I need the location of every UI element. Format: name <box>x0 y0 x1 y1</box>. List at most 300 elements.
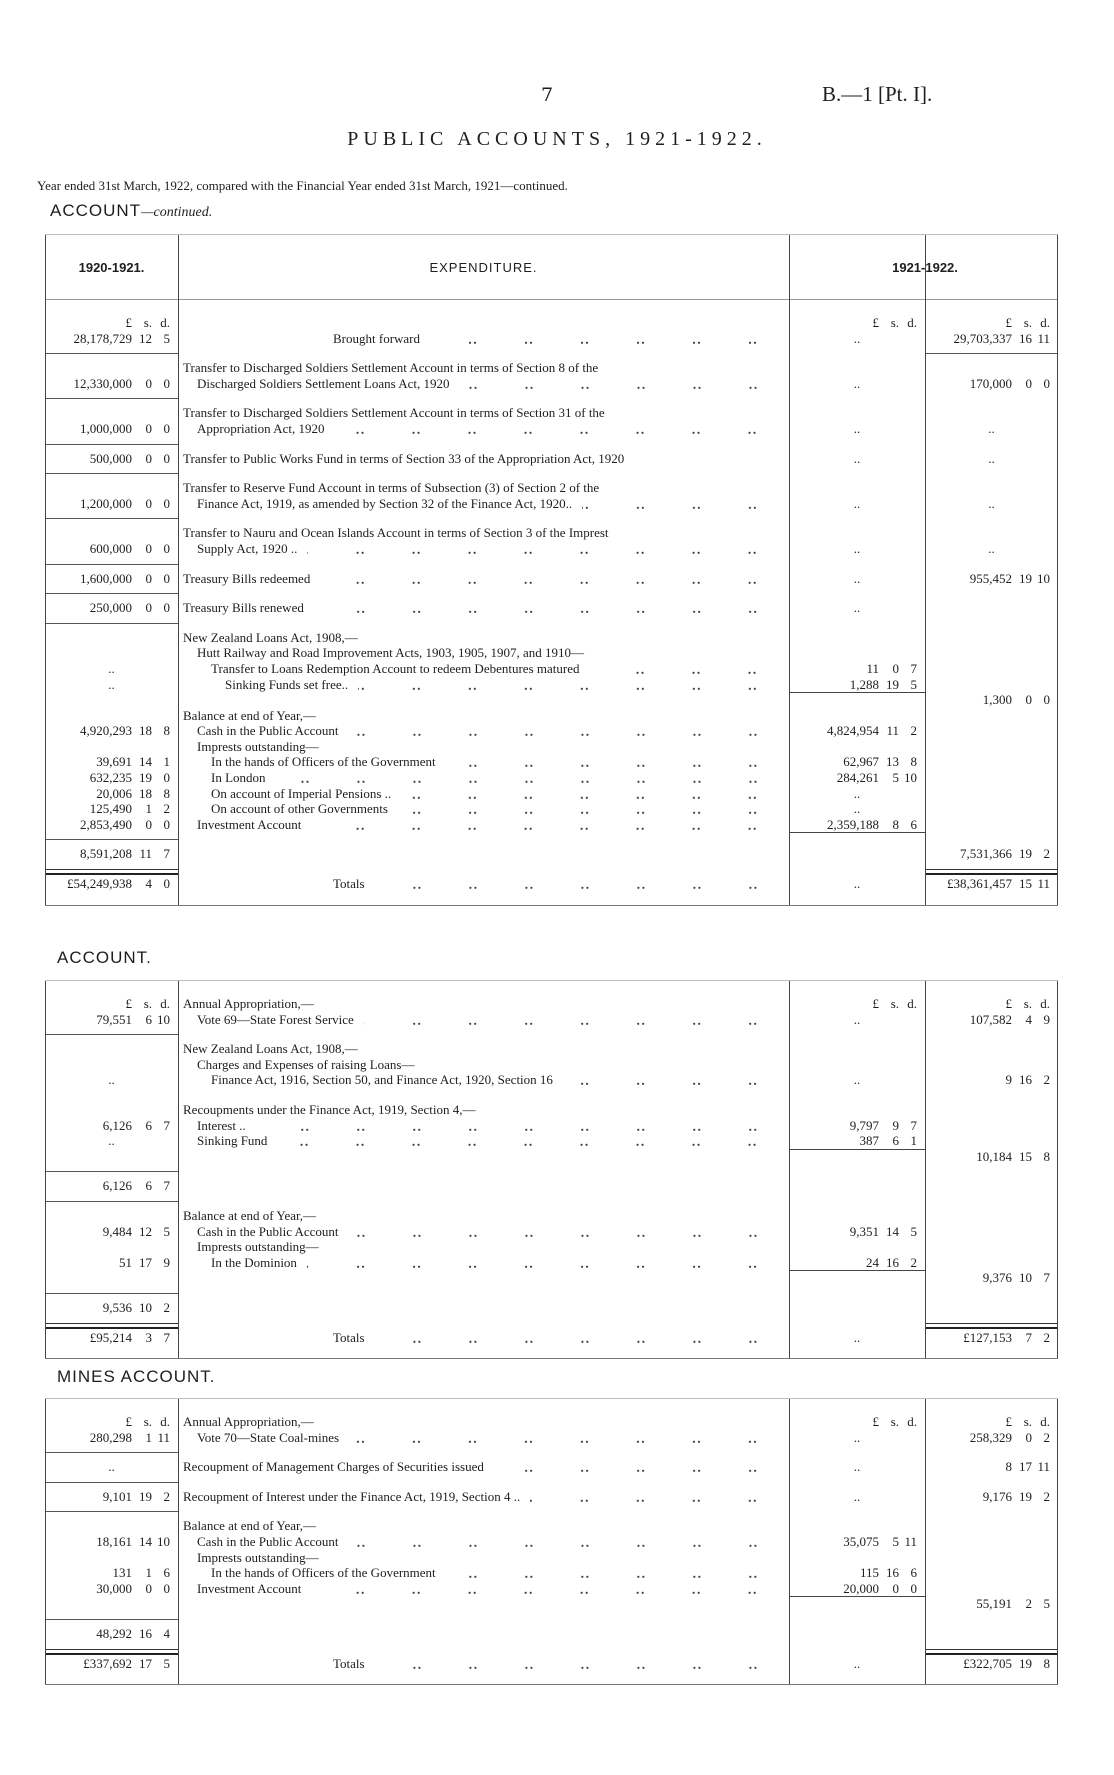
amount-1921-1922-detail: .. <box>853 330 861 346</box>
amount-1921-1922-total <box>925 723 1058 739</box>
line-description <box>178 1072 789 1088</box>
table-line <box>45 801 1058 817</box>
table-line <box>45 496 1058 512</box>
column-rule <box>45 981 46 1358</box>
description-text: Vote 70—State Coal-mines <box>197 1429 340 1445</box>
amount-1921-1922-detail <box>789 1102 925 1118</box>
amount-pence: 7 <box>163 1178 170 1194</box>
row-group <box>45 1511 1058 1619</box>
amount-pounds: £127,153 <box>963 1329 1012 1345</box>
table-line <box>45 1489 1058 1505</box>
amount-1920-1921: .. <box>108 676 115 692</box>
amount-1921-1922-total <box>925 692 1058 708</box>
amount-1920-1921 <box>45 1534 178 1550</box>
amount-1920-1921 <box>45 1239 178 1255</box>
amount-pence: 0 <box>163 600 170 616</box>
line-description <box>178 1239 789 1255</box>
row-group <box>45 1034 1058 1095</box>
amount-shillings: 7 <box>1025 1329 1032 1345</box>
amount-pounds: 600,000 <box>89 540 132 556</box>
amount-pounds: 1,000,000 <box>80 420 132 436</box>
amount-shillings: 2 <box>1025 1596 1032 1612</box>
amount-1921-1922-detail <box>789 754 925 770</box>
amount-shillings: s. <box>1023 315 1032 330</box>
amount-1921-1922-detail <box>789 817 925 834</box>
page-subtitle: Year ended 31st March, 1922, compared with the Financial Year ended 31st March, 1921—continued. <box>37 178 568 193</box>
amount-shillings: 0 <box>145 495 152 511</box>
description-text: Interest .. <box>197 1117 246 1133</box>
amount-1920-1921 <box>45 770 178 786</box>
amount-1921-1922-detail <box>789 1239 925 1255</box>
amount-pounds: 500,000 <box>89 450 132 466</box>
amount-shillings: 19 <box>139 770 152 786</box>
amount-shillings: 14 <box>886 1223 899 1239</box>
amount-pounds: 9,536 <box>102 1299 132 1315</box>
amount-1921-1922-detail: .. <box>853 801 861 817</box>
amount-shillings: 17 <box>1019 1459 1032 1475</box>
amount-shillings: 10 <box>1019 1270 1032 1286</box>
amount-pounds: 48,292 <box>96 1625 132 1641</box>
page-number: 7 <box>541 84 554 106</box>
amount-pence: 8 <box>1043 1148 1050 1164</box>
row-group <box>45 1407 1058 1452</box>
description-text: Transfer to Loans Redemption Account to redeem Debentures matured <box>211 660 580 676</box>
amount-pounds: 115 <box>859 1565 879 1581</box>
description-text: Brought forward <box>333 330 421 346</box>
amount-pounds: 170,000 <box>969 375 1012 391</box>
amount-pence: d. <box>160 315 170 330</box>
description-text: Cash in the Public Account <box>197 723 339 739</box>
line-description <box>178 1118 789 1134</box>
table-line <box>45 1430 1058 1446</box>
amount-pence: 1 <box>163 754 170 770</box>
amount-pounds: 9,351 <box>849 1223 879 1239</box>
amount-1920-1921 <box>45 1270 178 1286</box>
amount-1920-1921 <box>45 692 178 708</box>
amount-1920-1921 <box>45 1430 178 1446</box>
amount-pounds: 39,691 <box>96 754 132 770</box>
table-line <box>45 1270 1058 1286</box>
amount-pence: 11 <box>904 1533 917 1549</box>
amount-pence: 5 <box>910 1223 917 1239</box>
amount-1921-1922-detail <box>789 405 925 421</box>
amount-shillings: 19 <box>1019 1655 1032 1671</box>
line-description <box>178 421 789 437</box>
amount-pounds: £38,361,457 <box>947 876 1012 892</box>
amount-pence: 11 <box>1037 330 1050 346</box>
amount-1921-1922-detail <box>789 1534 925 1550</box>
description-text: Annual Appropriation,— <box>183 1414 314 1429</box>
line-description <box>178 405 789 421</box>
row-group <box>45 1619 1058 1649</box>
amount-pence: 2 <box>910 723 917 739</box>
row-group <box>45 1171 1058 1201</box>
row-group <box>45 839 1058 869</box>
line-description <box>178 1102 789 1118</box>
amount-pounds: 250,000 <box>89 600 132 616</box>
amount-shillings: 13 <box>886 754 899 770</box>
row-group <box>45 1095 1058 1171</box>
column-rule <box>789 235 790 905</box>
amount-1921-1922-detail: .. <box>853 450 861 466</box>
description-text: Transfer to Nauru and Ocean Islands Account in terms of Section 3 of the Imprest <box>183 525 609 541</box>
amount-shillings: 16 <box>139 1625 152 1641</box>
amount-shillings: 0 <box>892 1580 899 1596</box>
amount-1920-1921 <box>45 645 178 661</box>
amount-shillings: 0 <box>892 660 899 676</box>
dot-leader <box>334 421 785 437</box>
amount-shillings: 11 <box>886 723 899 739</box>
table-body <box>45 300 1058 905</box>
amount-1920-1921 <box>45 754 178 770</box>
table-line <box>45 661 1058 677</box>
description-text: Treasury Bills renewed <box>183 600 304 616</box>
amount-1921-1922-total <box>925 1300 1058 1316</box>
amount-1920-1921: .. <box>108 1133 115 1149</box>
amount-1921-1922-total: .. <box>988 495 995 511</box>
amount-shillings: 12 <box>139 1223 152 1239</box>
dot-leader <box>494 1459 785 1475</box>
amount-pounds: £ <box>1005 996 1012 1011</box>
amount-1921-1922-detail <box>789 1255 925 1272</box>
amount-1921-1922-total <box>925 1255 1058 1272</box>
mines-account-table <box>45 1398 1058 1685</box>
amount-1921-1922-total <box>925 770 1058 786</box>
amount-shillings: 8 <box>892 816 899 832</box>
amount-1921-1922-detail <box>789 315 925 331</box>
amount-shillings: 15 <box>1019 876 1032 892</box>
description-text: Imprests outstanding— <box>197 1549 319 1565</box>
dot-leader <box>276 770 785 786</box>
amount-1921-1922-detail <box>789 661 925 677</box>
amount-1921-1922-detail <box>789 630 925 646</box>
amount-pence: 10 <box>157 1533 170 1549</box>
amount-pence: d. <box>907 1414 917 1429</box>
row-group <box>45 518 1058 563</box>
amount-1921-1922-detail <box>789 360 925 376</box>
amount-pounds: 1,300 <box>982 692 1012 708</box>
table-line <box>45 405 1058 421</box>
amount-shillings: 6 <box>145 1117 152 1133</box>
amount-1920-1921 <box>45 1224 178 1240</box>
amount-pounds: 1,288 <box>849 676 879 692</box>
amount-pence: d. <box>907 996 917 1011</box>
amount-pounds: 30,000 <box>96 1580 132 1596</box>
amount-1920-1921 <box>45 786 178 802</box>
amount-1921-1922-total <box>925 1118 1058 1134</box>
amount-1921-1922-detail <box>789 525 925 541</box>
table-line <box>45 360 1058 376</box>
column-rule <box>1057 1399 1058 1684</box>
amount-shillings: 9 <box>892 1117 899 1133</box>
line-description <box>178 1224 789 1240</box>
row-group <box>45 353 1058 398</box>
amount-shillings: 19 <box>886 676 899 692</box>
description-text: In the hands of Officers of the Government <box>211 754 436 770</box>
amount-pence: 2 <box>163 1488 170 1504</box>
amount-1921-1922-total <box>925 1057 1058 1073</box>
amount-pence: d. <box>1040 315 1050 330</box>
amount-1921-1922-total <box>925 677 1058 694</box>
table-line <box>45 1534 1058 1550</box>
amount-pence: 7 <box>163 1117 170 1133</box>
amount-1921-1922-detail <box>789 1300 925 1316</box>
amount-pence: 11 <box>1037 876 1050 892</box>
amount-pounds: 7,531,366 <box>960 846 1012 862</box>
amount-1921-1922-total <box>925 1041 1058 1057</box>
amount-pounds: 632,235 <box>89 770 132 786</box>
table-line <box>45 1224 1058 1240</box>
line-description <box>178 571 789 587</box>
description-text: Totals <box>333 1655 365 1671</box>
amount-pence: 6 <box>910 816 917 832</box>
amount-1921-1922-total <box>925 1518 1058 1534</box>
amount-pounds: 284,261 <box>836 770 879 786</box>
amount-1921-1922-detail <box>789 1149 925 1165</box>
amount-1921-1922-total <box>925 708 1058 724</box>
table-line <box>45 1072 1058 1088</box>
amount-pounds: 2,359,188 <box>827 816 879 832</box>
amount-pounds: 258,329 <box>969 1429 1012 1445</box>
amount-pounds: 131 <box>112 1565 132 1581</box>
amount-1921-1922-detail <box>789 1565 925 1581</box>
amount-pence: 7 <box>1043 1270 1050 1286</box>
dot-leader <box>307 1255 785 1272</box>
table-line <box>45 708 1058 724</box>
amount-pounds: £337,692 <box>83 1655 132 1671</box>
amount-shillings: 18 <box>139 785 152 801</box>
line-description <box>178 1041 789 1057</box>
dot-leader <box>582 496 785 512</box>
dot-leader <box>430 331 785 347</box>
amount-pounds: £54,249,938 <box>67 876 132 892</box>
line-description <box>178 1270 789 1286</box>
row-group <box>45 1201 1058 1293</box>
description-text: Recoupment of Interest under the Finance Act, 1919, Section 4 .. <box>183 1488 521 1504</box>
amount-pounds: 12,330,000 <box>73 375 132 391</box>
amount-shillings: 1 <box>145 801 152 817</box>
dot-leader <box>446 1565 785 1581</box>
line-description <box>178 1489 789 1505</box>
amount-pounds: £ <box>125 1414 132 1429</box>
dot-leader <box>375 876 785 892</box>
amount-pounds: £ <box>125 996 132 1011</box>
dot-leader <box>256 1118 785 1134</box>
description-text: Balance at end of Year,— <box>183 707 317 723</box>
amount-1921-1922-detail: .. <box>853 1429 861 1445</box>
amount-pounds: 10,184 <box>976 1148 1012 1164</box>
amount-shillings: 0 <box>145 1580 152 1596</box>
description-text: Discharged Soldiers Settlement Loans Act, 1920 <box>197 375 450 391</box>
description-text: Balance at end of Year,— <box>183 1518 317 1534</box>
table-line <box>45 1300 1058 1316</box>
column-rule <box>925 235 926 905</box>
table-line <box>45 421 1058 437</box>
amount-pence: 5 <box>163 1223 170 1239</box>
amount-pounds: 55,191 <box>976 1596 1012 1612</box>
amount-shillings: 17 <box>139 1655 152 1671</box>
amount-pounds: 24 <box>866 1254 879 1270</box>
line-description <box>178 817 789 834</box>
amount-shillings: 0 <box>145 375 152 391</box>
amount-shillings: 14 <box>139 1533 152 1549</box>
amount-pounds: £ <box>1005 1414 1012 1429</box>
column-rule <box>45 1399 46 1684</box>
header-1920-1921: 1920-1921. <box>78 259 145 275</box>
table-line <box>45 1518 1058 1534</box>
table-line <box>45 1581 1058 1597</box>
dot-leader <box>589 661 785 677</box>
amount-1921-1922-detail <box>789 770 925 786</box>
amount-shillings: s. <box>143 996 152 1011</box>
amount-pence: 0 <box>910 1580 917 1596</box>
amount-shillings: 11 <box>139 846 152 862</box>
dot-leader <box>446 754 785 770</box>
description-text: Transfer to Discharged Soldiers Settlement Account in terms of Section 31 of the <box>183 405 605 421</box>
table-line <box>45 645 1058 661</box>
amount-1921-1922-detail <box>789 739 925 755</box>
amount-1920-1921 <box>45 1178 178 1194</box>
description-text: Annual Appropriation,— <box>183 996 314 1011</box>
amount-shillings: 19 <box>1019 1488 1032 1504</box>
amount-1921-1922-detail <box>789 645 925 661</box>
amount-1921-1922-detail <box>789 1208 925 1224</box>
description-text: Investment Account <box>197 816 302 832</box>
amount-pence: 2 <box>1043 1329 1050 1345</box>
amount-1921-1922-total: .. <box>988 450 995 466</box>
column-rule <box>789 1399 790 1684</box>
table-line <box>45 723 1058 739</box>
amount-pence: 0 <box>163 420 170 436</box>
table-line <box>45 1626 1058 1642</box>
line-description <box>178 1459 789 1475</box>
line-description <box>178 876 789 892</box>
amount-shillings: 14 <box>139 754 152 770</box>
amount-pounds: 4,824,954 <box>827 723 879 739</box>
amount-pence: 0 <box>163 450 170 466</box>
amount-1921-1922-total <box>925 1178 1058 1194</box>
row-group <box>45 1323 1058 1353</box>
amount-shillings: 5 <box>892 770 899 786</box>
amount-pence: 0 <box>163 570 170 586</box>
amount-1921-1922-total <box>925 1012 1058 1028</box>
amount-pence: 7 <box>163 846 170 862</box>
amount-pence: 8 <box>910 754 917 770</box>
amount-pence: 0 <box>163 495 170 511</box>
amount-1921-1922-total <box>925 1430 1058 1446</box>
amount-pounds: 79,551 <box>96 1011 132 1027</box>
amount-shillings: 16 <box>1019 330 1032 346</box>
amount-pounds: 8 <box>1005 1459 1012 1475</box>
table-line <box>45 1255 1058 1271</box>
description-text: Transfer to Reserve Fund Account in terms of Subsection (3) of Section 2 of the <box>183 480 600 496</box>
table-header <box>45 235 1058 300</box>
amount-1921-1922-detail: .. <box>853 1329 861 1345</box>
amount-1921-1922-total <box>925 801 1058 817</box>
amount-pence: 0 <box>163 770 170 786</box>
description-text: Imprests outstanding— <box>197 738 319 754</box>
table-body <box>45 1399 1058 1684</box>
amount-1921-1922-detail: .. <box>853 1011 861 1027</box>
amount-pounds: 29,703,337 <box>953 330 1012 346</box>
table-line <box>45 1041 1058 1057</box>
line-description <box>178 315 789 331</box>
table-line <box>45 376 1058 392</box>
amount-1920-1921 <box>45 1581 178 1598</box>
amount-shillings: 0 <box>1025 375 1032 391</box>
row-group <box>45 989 1058 1034</box>
amount-shillings: 0 <box>145 570 152 586</box>
amount-1920-1921 <box>45 1300 178 1316</box>
description-text: Cash in the Public Account <box>197 1533 339 1549</box>
line-description <box>178 1414 789 1430</box>
amount-shillings: 6 <box>892 1133 899 1149</box>
table-line <box>45 1057 1058 1073</box>
line-description <box>178 1330 789 1346</box>
amount-pence: 7 <box>910 1117 917 1133</box>
amount-1920-1921 <box>45 876 178 892</box>
amount-shillings: 0 <box>145 540 152 556</box>
line-description <box>178 630 789 646</box>
amount-pounds: 387 <box>859 1133 879 1149</box>
amount-pounds: £ <box>125 315 132 330</box>
amount-pounds: £95,214 <box>89 1329 132 1345</box>
amount-pence: 11 <box>157 1429 170 1445</box>
amount-1920-1921 <box>45 1626 178 1642</box>
amount-shillings: 4 <box>145 876 152 892</box>
description-text: Sinking Fund <box>197 1133 268 1149</box>
amount-pence: 5 <box>1043 1596 1050 1612</box>
amount-1921-1922-total <box>925 376 1058 392</box>
amount-1921-1922-detail: .. <box>853 600 861 616</box>
table-line <box>45 1178 1058 1194</box>
line-description <box>178 1012 789 1028</box>
amount-shillings: s. <box>143 1414 152 1429</box>
amount-1921-1922-total <box>925 600 1058 616</box>
description-text: Totals <box>333 876 365 892</box>
line-description <box>178 376 789 392</box>
amount-1921-1922-total <box>925 1626 1058 1642</box>
amount-pence: 0 <box>163 1580 170 1596</box>
amount-1921-1922-total <box>925 1239 1058 1255</box>
amount-pence: 9 <box>163 1254 170 1270</box>
amount-1920-1921 <box>45 739 178 755</box>
account-table-continued <box>45 234 1058 906</box>
amount-1920-1921 <box>45 451 178 467</box>
dot-leader <box>277 1133 785 1150</box>
amount-1921-1922-detail: .. <box>853 1459 861 1475</box>
dot-leader <box>401 786 785 802</box>
table-line <box>45 1133 1058 1149</box>
amount-pence: 0 <box>163 540 170 556</box>
line-description <box>178 1057 789 1073</box>
table-line <box>45 1656 1058 1672</box>
description-text: Appropriation Act, 1920 <box>197 420 325 436</box>
column-rule <box>789 981 790 1358</box>
account-table <box>45 980 1058 1359</box>
amount-pounds: 28,178,729 <box>73 330 132 346</box>
amount-pence: 11 <box>1037 1459 1050 1475</box>
line-description <box>178 770 789 786</box>
amount-1921-1922-total <box>925 1208 1058 1224</box>
table-line <box>45 1550 1058 1566</box>
amount-pounds: 6,126 <box>102 1117 132 1133</box>
line-description <box>178 754 789 770</box>
row-group <box>45 623 1058 840</box>
amount-1920-1921 <box>45 801 178 817</box>
amount-1921-1922-detail <box>789 1414 925 1430</box>
amount-1921-1922-total <box>925 996 1058 1012</box>
